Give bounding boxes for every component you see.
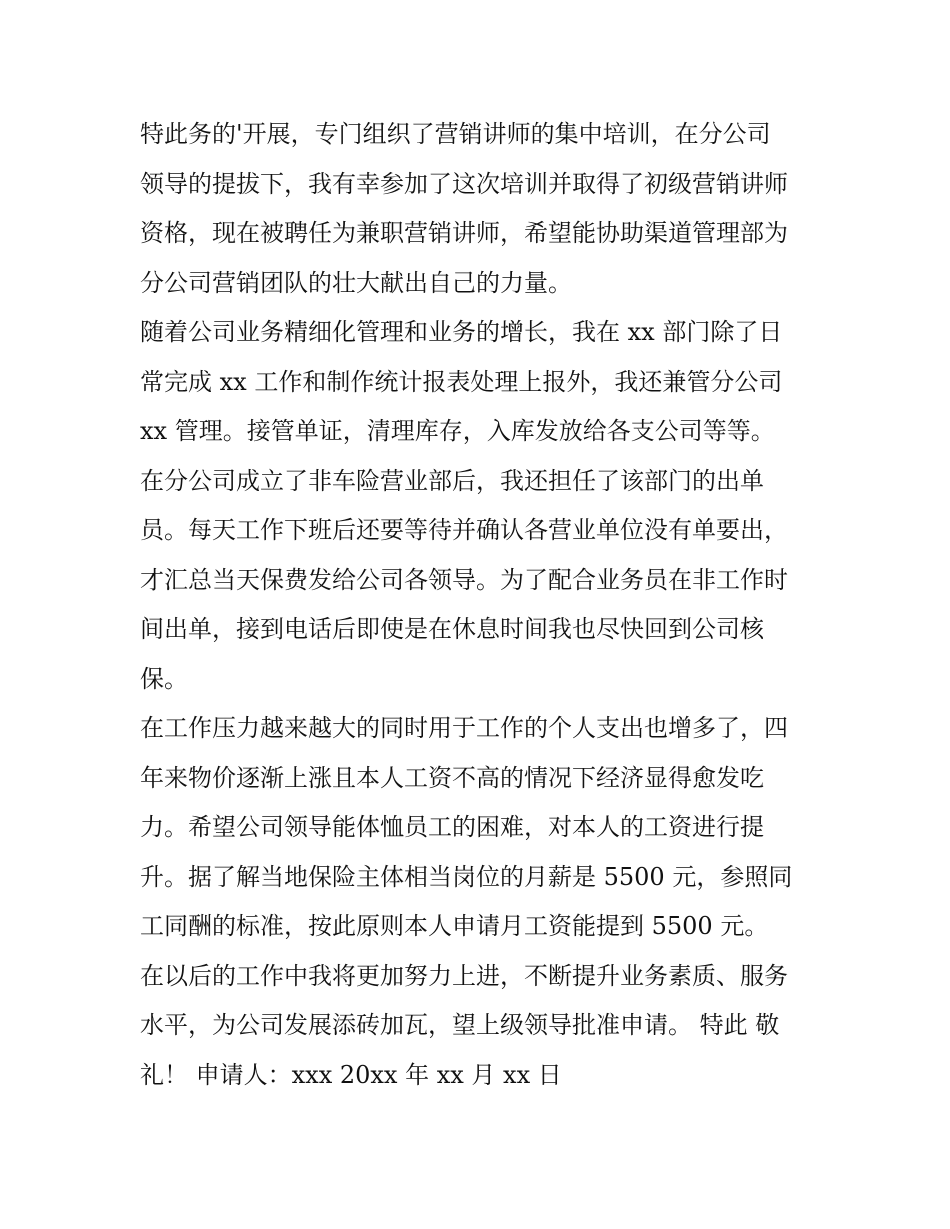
text-line: 才汇总当天保费发给公司各领导。为了配合业务员在非工作时 [140, 565, 788, 594]
text-line: 保。 [140, 664, 188, 693]
text-line: 常完成 xx 工作和制作统计报表处理上报外，我还兼管分公司 [140, 367, 783, 396]
text-line: 工同酬的标准，按此原则本人申请月工资能提到 5500 元。 [140, 912, 769, 940]
document-body [140, 110, 820, 1100]
text-line: 在分公司成立了非车险营业部后，我还担任了该部门的出单 [140, 466, 764, 495]
text-line: 随着公司业务精细化管理和业务的增长，我在 xx 部门除了日 [140, 318, 783, 346]
text-line: 水平，为公司发展添砖加瓦，望上级领导批准申请。 特此 敬 [140, 1011, 780, 1039]
text-line: 年来物价逐渐上涨且本人工资不高的情况下经济显得愈发吃 [140, 763, 764, 792]
signature-line: 礼！ 申请人：xxx 20xx 年 xx 月 xx 日 [140, 1060, 562, 1089]
text-line: 力。希望公司领导能体恤员工的困难，对本人的工资进行提 [140, 813, 764, 841]
text-line: 领导的提拔下，我有幸参加了这次培训并取得了初级营销讲师 [140, 169, 788, 198]
text-line: 员。每天工作下班后还要等待并确认各营业单位没有单要出， [140, 516, 788, 544]
text-line: 特此务的'开展，专门组织了营销讲师的集中培训，在分公司 [140, 120, 771, 148]
text-line: xx 管理。接管单证，清理库存，入库发放给各支公司等等。 [140, 417, 775, 445]
text-line: 分公司营销团队的壮大献出自己的力量。 [140, 268, 572, 297]
text-line: 资格，现在被聘任为兼职营销讲师，希望能协助渠道管理部为 [140, 219, 788, 247]
text-line: 在工作压力越来越大的同时用于工作的个人支出也增多了，四 [140, 714, 788, 742]
text-line: 间出单，接到电话后即使是在休息时间我也尽快回到公司核 [140, 615, 764, 643]
text-line: 升。据了解当地保险主体相当岗位的月薪是 5500 元，参照同 [140, 862, 793, 891]
text-line: 在以后的工作中我将更加努力上进，不断提升业务素质、服务 [140, 961, 788, 990]
